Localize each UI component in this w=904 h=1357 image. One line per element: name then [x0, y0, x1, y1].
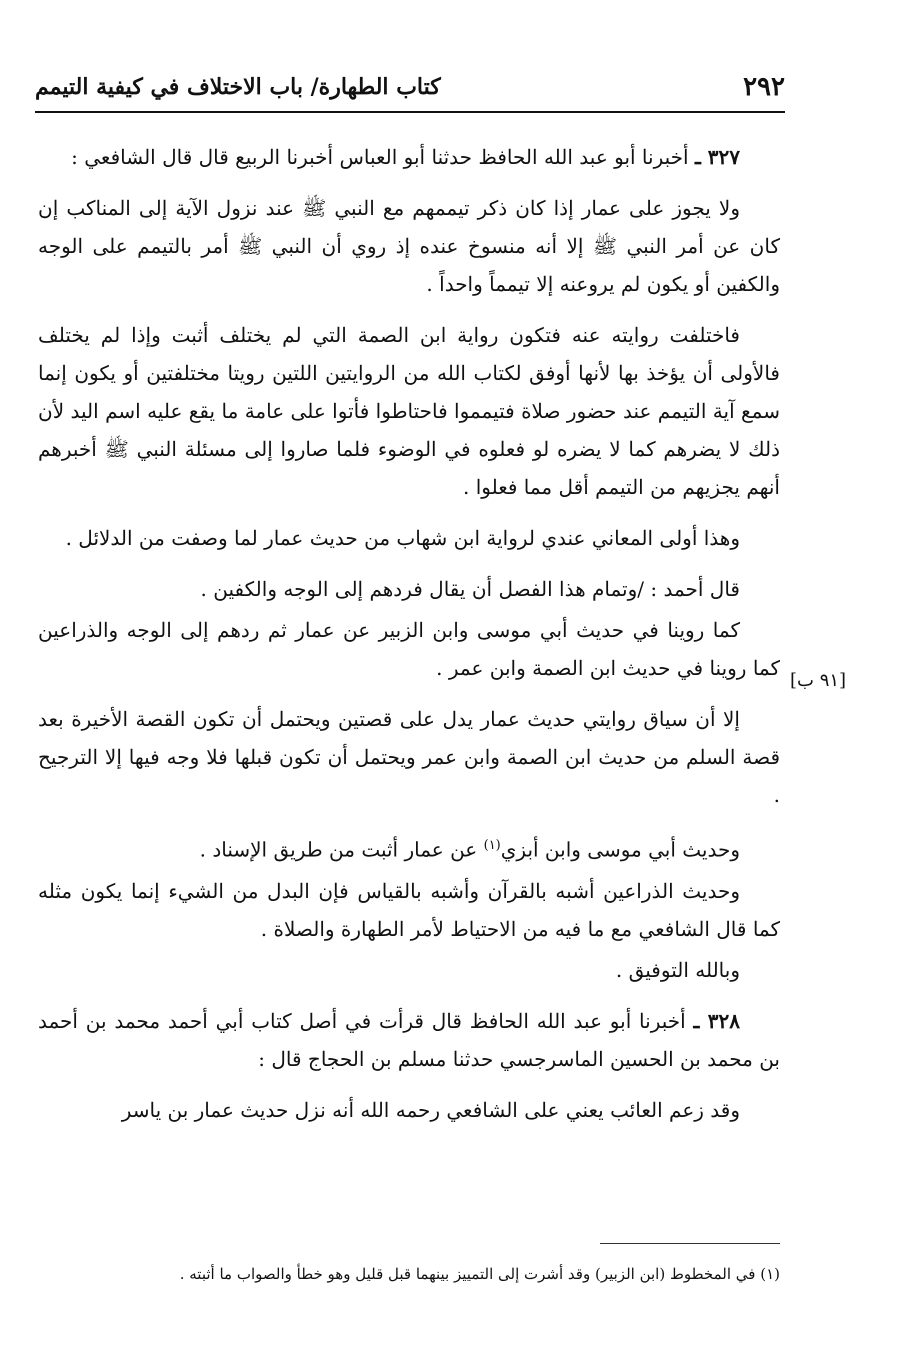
paragraph-hadith-328: [38, 1002, 780, 1078]
paragraph: [38, 951, 780, 989]
hadith-number: ٣٢٧ ـ: [694, 145, 740, 169]
paragraph-text: قال أحمد : /وتمام هذا الفصل أن يقال فردهم إلى الوجه والكفين .: [200, 577, 740, 601]
paragraph-text: عن عمار أثبت من طريق الإسناد .: [199, 837, 484, 862]
paragraph: [38, 827, 780, 869]
paragraph: [38, 570, 780, 608]
body-text: [38, 138, 780, 1142]
paragraph-hadith-327: [38, 138, 780, 176]
paragraph: [38, 1091, 780, 1129]
paragraph-text: وهذا أولى المعاني عندي لرواية ابن شهاب من حديث عمار لما وصفت من الدلائل .: [65, 526, 740, 550]
paragraph: [38, 316, 780, 506]
paragraph-text: وحديث الذراعين أشبه بالقرآن وأشبه بالقياس فإن البدل من الشيء إنما يكون مثله كما قال الشافعي مع ما فيه من الاحتياط لأمر الطهارة والصلاة .: [38, 878, 780, 941]
paragraph: [38, 611, 780, 687]
footnote-rule: [600, 1243, 780, 1244]
paragraph-text: أخبرنا أبو عبد الله الحافظ حدثنا أبو العباس أخبرنا الربيع قال قال الشافعي :: [71, 145, 689, 169]
footnote-reference: (١): [483, 838, 501, 853]
page-header: [35, 70, 785, 110]
paragraph-text: فاختلفت روايته عنه فتكون رواية ابن الصمة التي لم يختلف أثبت وإذا لم يختلف فالأولى أن يؤخذ بها لأنها أوفق لكتاب الله من الروايتين اللتين رويتا مختلفتين أو يكون إنما سمع آية التيمم عند حضور صلاة فتيمموا فاحتاطوا فأتوا على عامة ما يقع عليه اسم اليد لأن ذلك لا يضرهم كما لا يضره لو فعلوه في الوضوء فلما صاروا إلى مسئلة النبي ﷺ أخبرهم أنهم يجزيهم من التيمم أقل مما فعلوا .: [38, 323, 780, 499]
paragraph-text: إلا أن سياق روايتي حديث عمار يدل على قصتين ويحتمل أن تكون القصة الأخيرة بعد قصة السلم من حديث ابن الصمة وابن عمر ويحتمل أن تكون قبلها فلا وجه فيها إلا الترجيح .: [38, 707, 780, 807]
paragraph: [38, 872, 780, 948]
paragraph: [38, 189, 780, 303]
footnote-text: في المخطوط (ابن الزبير) وقد أشرت إلى التمييز بينهما قبل قليل وهو خطأ والصواب ما أثبته .: [179, 1265, 756, 1283]
header-rule: [35, 111, 785, 113]
hadith-number: ٣٢٨ ـ: [693, 1008, 740, 1033]
paragraph-text: أخبرنا أبو عبد الله الحافظ قال قرأت في أصل كتاب أبي أحمد محمد بن أحمد بن محمد بن الحسين الماسرجسي حدثنا مسلم بن الحجاج قال :: [38, 1008, 780, 1071]
running-title: كتاب الطهارة/ باب الاختلاف في كيفية التيمم: [35, 74, 441, 100]
paragraph-text: ولا يجوز على عمار إذا كان ذكر تيممهم مع النبي ﷺ عند نزول الآية إلى المناكب إن كان عن أمر النبي ﷺ إلا أنه منسوخ عنده إذ روي أن النبي ﷺ أمر بالتيمم على الوجه والكفين أو يكون لم يروعنه إلا تيمماً واحداً .: [38, 196, 780, 296]
paragraph-text: وقد زعم العائب يعني على الشافعي رحمه الله أنه نزل حديث عمار بن ياسر: [121, 1097, 740, 1122]
manuscript-folio-marker: [٩١ ب]: [790, 670, 847, 691]
paragraph-text: وحديث أبي موسى وابن أبزي: [500, 837, 740, 862]
page-number: ٢٩٢: [743, 72, 785, 102]
paragraph-text: وبالله التوفيق .: [615, 957, 740, 982]
paragraph: [38, 519, 780, 557]
paragraph: [38, 700, 780, 814]
footnote-mark: (١): [760, 1265, 780, 1283]
footnote: [90, 1262, 780, 1286]
paragraph-text: كما روينا في حديث أبي موسى وابن الزبير عن عمار ثم ردهم إلى الوجه والذراعين كما روينا في حديث ابن الصمة وابن عمر .: [38, 618, 780, 680]
